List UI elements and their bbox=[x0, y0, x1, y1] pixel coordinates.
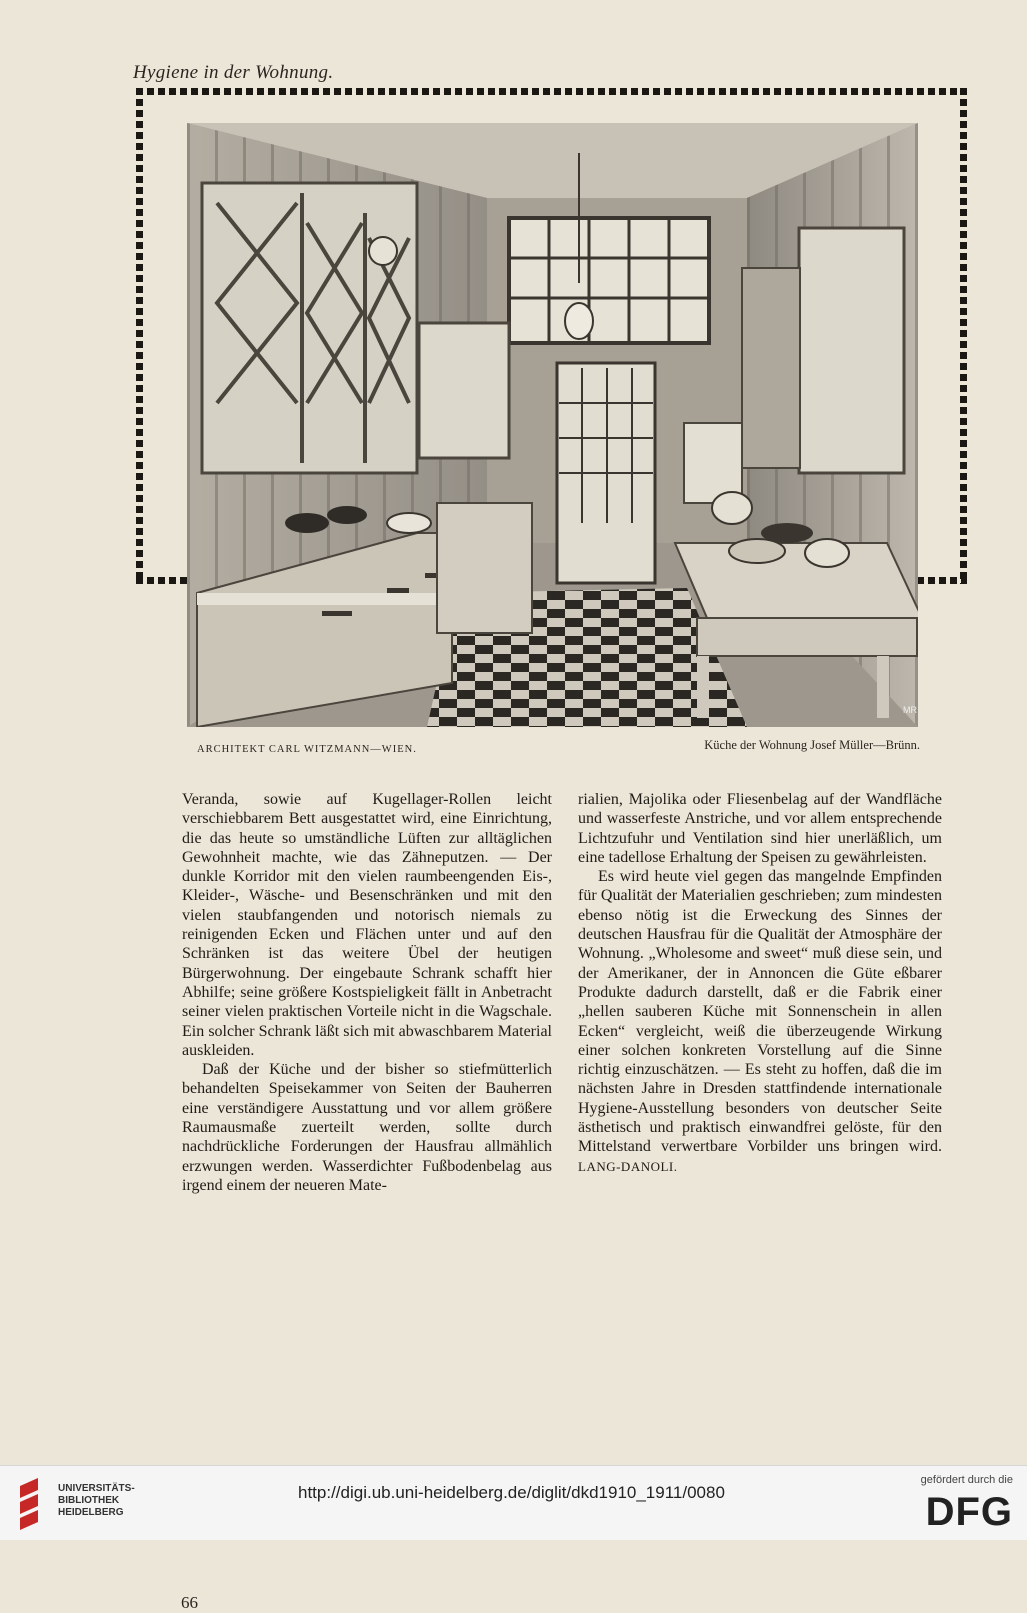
paragraph: Veranda, sowie auf Kugellager-Rollen leicht verschiebbarem Bett ausgestattet wird, eine Einrichtung, die das heute so umständliche Lüften zur alltäglichen Gewohnheit machte, wie das Zähneputzen. — Der dunkle Korridor mit den vielen raumbeengenden Eis-, Kleider-, Wäsche- und Besenschränken und mit den vielen staubfangenden und notorisch niemals zu reinigenden Ecken und Flächen unter und auf den Schränken ist das weitere Übel der heutigen Bürgerwohnung. Der eingebaute Schrank schafft hier Abhilfe; seine größere Kostspieligkeit fällt in Anbetracht seiner vielen praktischen Vorteile nicht in die Wagschale. Ein solcher Schrank läßt sich mit abwaschbarem Material auskleiden. bbox=[182, 791, 552, 1059]
text-column-right bbox=[578, 790, 942, 1176]
paragraph: Daß der Küche und der bisher so stiefmütterlich behandelten Speisekammer von Seiten der Bauherren eine verständigere Ausstattung und vor allem größere Raumausmaße zuerteilt werden, sollte durch nachdrückliche Forderungen der Hausfrau allmählich erzwungen werden. Wasserdichter Fußbodenbelag aus irgend einem der neueren Mate- bbox=[182, 1061, 552, 1194]
running-header: Hygiene in der Wohnung. bbox=[133, 62, 334, 83]
text-column-left bbox=[182, 790, 552, 1195]
page-number: 66 bbox=[181, 1593, 198, 1612]
paragraph-text: Es wird heute viel gegen das mangelnde Empfinden für Qualität der Materialien geschrieben; zum mindesten ebenso nötig ist die Erweckung des Sinnes der deutschen Hausfrau für die Qualität der Atmosphäre der Wohnung. „Wholesome and sweet“ muß diese sein, und der Amerikaner, der in Annoncen die Güte eßbarer Produkte dadurch darstellt, daß er die Fabrik einer „hellen sauberen Küche mit Sonnenschein in allen Ecken“ vergleicht, weiß die überzeugende Wirkung einer solchen konkreten Vorstellung auf die Sinne richtig einzuschätzen. — Es steht zu hoffen, daß die im nächsten Jahre in Dresden stattfindende internationale Hygiene-Ausstellung besonders von deutscher Seite ästhetisch und praktisch einwandfrei gelöste, für den Mittelstand verwertbare Vorbilder uns bringen wird. bbox=[578, 868, 942, 1156]
paragraph: rialien, Majolika oder Fliesenbelag auf der Wandfläche und wasserfeste Anstriche, und vor allem entsprechende Lichtzufuhr und Ventilation sind hier unerläßlich, um eine tadellose Erhaltung der Speisen zu gewährleisten. bbox=[578, 791, 942, 866]
digitization-footer bbox=[0, 1465, 1027, 1540]
figure-caption-title: Küche der Wohnung Josef Müller—Brünn. bbox=[704, 738, 920, 752]
author-signature: LANG-DANOLI. bbox=[578, 1158, 678, 1174]
university-library-logo-icon bbox=[18, 1476, 48, 1530]
figure-caption-architect: ARCHITEKT CARL WITZMANN—WIEN. bbox=[197, 744, 417, 755]
permalink-url[interactable]: http://digi.ub.uni-heidelberg.de/diglit/dkd1910_1911/0080 bbox=[298, 1483, 725, 1502]
paragraph bbox=[578, 867, 942, 1176]
funding-note: gefördert durch die bbox=[920, 1474, 1013, 1486]
kitchen-photograph bbox=[187, 123, 918, 727]
dfg-logo: DFG bbox=[925, 1490, 1013, 1534]
library-name: UNIVERSITÄTS- BIBLIOTHEK HEIDELBERG bbox=[58, 1483, 135, 1518]
photo-monogram: MR bbox=[903, 705, 917, 715]
